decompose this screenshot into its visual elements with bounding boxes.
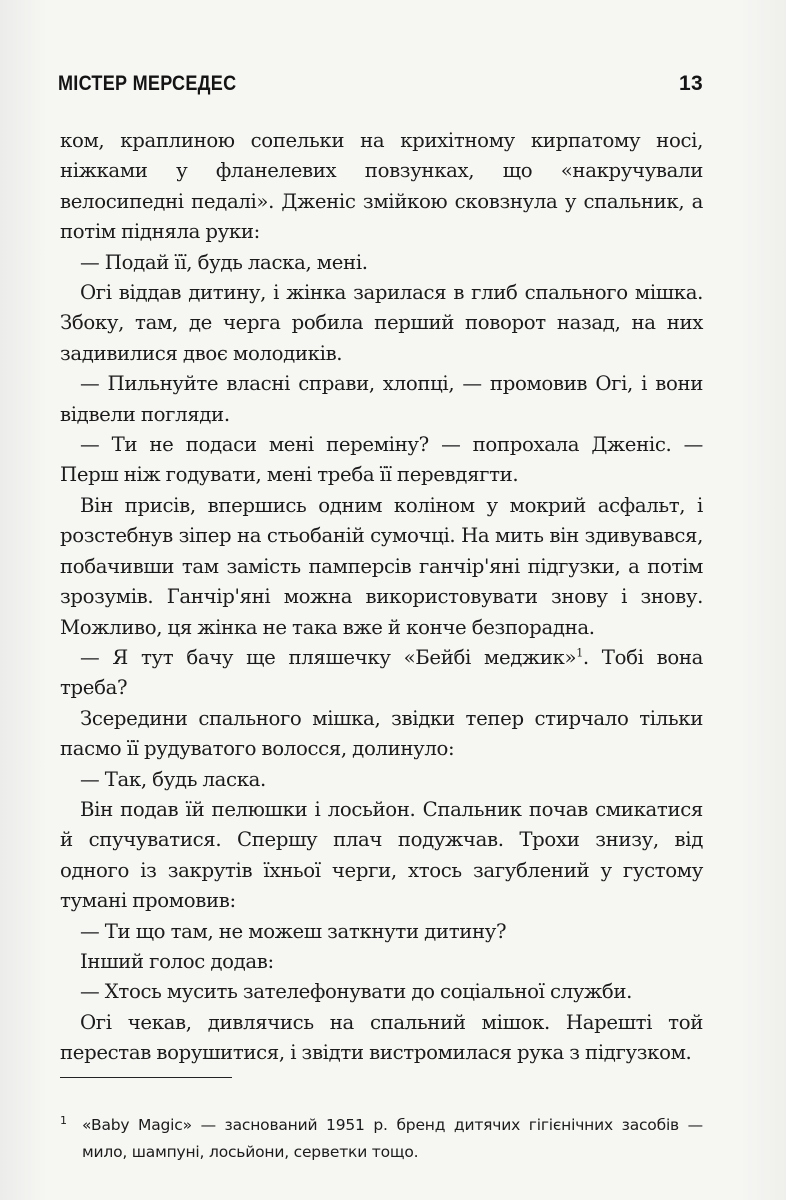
paragraph-text: — Я тут бачу ще пляшечку «Бейбі меджик» bbox=[80, 645, 577, 669]
paragraph-with-footnote bbox=[60, 643, 703, 704]
paragraph: Огі віддав дитину, і жінка зарилася в глиб спального мішка. Збоку, там, де черга робила перший поворот назад, на них задивилися двоє молодиків. bbox=[60, 281, 703, 365]
footnote-number: 1 bbox=[60, 1114, 67, 1127]
paragraph: Зсередини спального мішка, звідки тепер стирчало тільки пасмо її рудуватого волосся, долинуло: bbox=[60, 706, 703, 761]
paragraph: ком, краплиною сопельки на крихітному кирпатому носі, ніжками у фланелевих повзунках, що «накручували велосипедні педалі». Дженіс змійкою сковзнула у спальник, а потім підняла руки: bbox=[60, 129, 703, 244]
paragraph-text-tail: . Тобі вона треба? bbox=[60, 645, 703, 700]
running-head bbox=[58, 72, 703, 102]
paragraph: Він присів, впершись одним коліном у мокрий асфальт, і розстебнув зіпер на стьобаній сумочці. На мить він здивувався, побачивши там замість памперсів ганчір'яні підгузки, а потім зрозумів. Ганчір'яні можна використовувати знову і знову. Можливо, ця жінка не така вже й конче безпорадна. bbox=[60, 493, 703, 639]
paragraph: Огі чекав, дивлячись на спальний мішок. Нарешті той перестав ворушитися, і звідти вистромилася рука з підгузком. bbox=[60, 1010, 703, 1065]
page-number: 13 bbox=[679, 72, 703, 95]
paragraph: — Подай її, будь ласка, мені. bbox=[80, 250, 368, 274]
body-text bbox=[60, 126, 703, 1069]
paragraph: — Ти що там, не можеш заткнути дитину? bbox=[80, 919, 507, 943]
paragraph: Інший голос додав: bbox=[80, 949, 274, 973]
paragraph: — Пильнуйте власні справи, хлопці, — промовив Огі, і вони відвели погляди. bbox=[60, 372, 703, 426]
footnote-text: «Baby Magic» — заснований 1951 р. бренд дитячих гігієнічних засобів — мило, шампуні, лосьйони, серветки тощо. bbox=[82, 1116, 703, 1161]
paragraph: — Ти не подаси мені переміну? — попрохала Дженіс. — Перш ніж годувати, мені треба її перевдягти. bbox=[60, 433, 703, 487]
footnote-marker: 1 bbox=[576, 646, 583, 660]
running-title: МІСТЕР МЕРСЕДЕС bbox=[58, 72, 237, 95]
paragraph: — Хтось мусить зателефонувати до соціальної служби. bbox=[80, 980, 633, 1004]
paragraph: — Так, будь ласка. bbox=[80, 767, 266, 791]
paragraph: Він подав їй пелюшки і лосьйон. Спальник почав смикатися й спучуватися. Спершу плач подужчав. Трохи знизу, від одного із закрутів їхньої черги, хтось загублений у густому тумані промовив: bbox=[60, 797, 703, 913]
footnote-divider bbox=[60, 1077, 232, 1078]
footnote bbox=[60, 1112, 703, 1166]
